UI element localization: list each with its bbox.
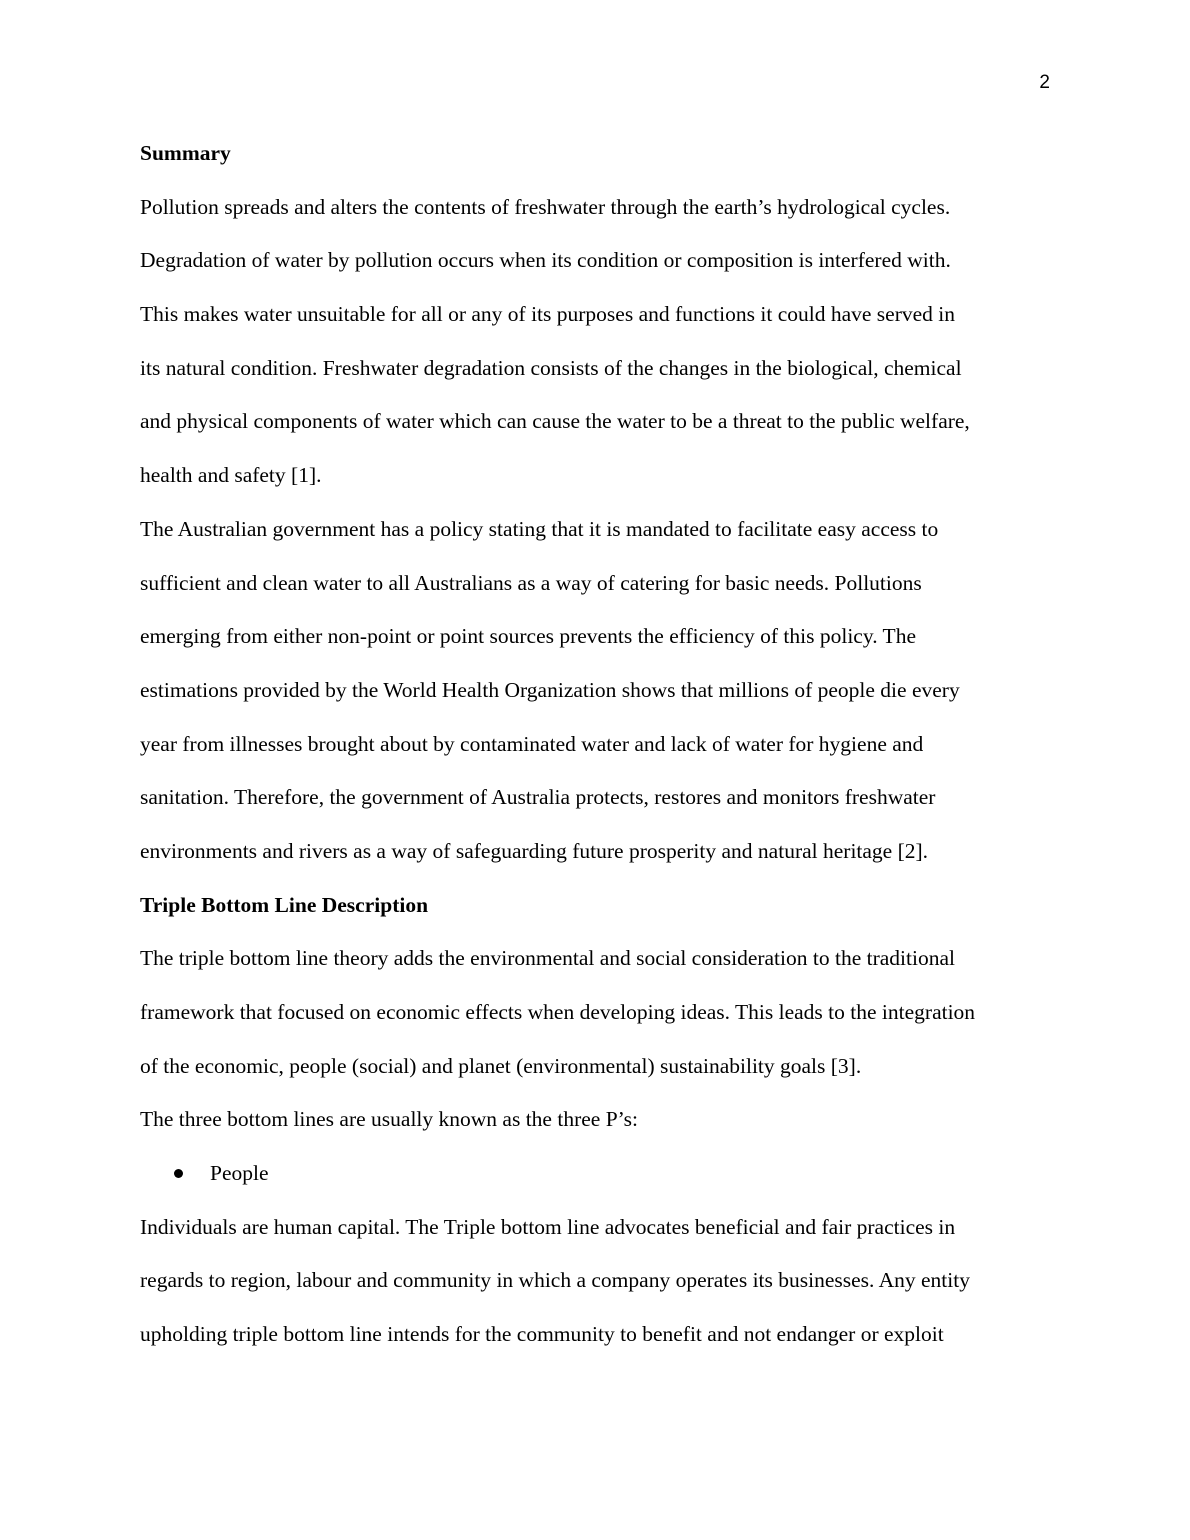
tbl-heading: Triple Bottom Line Description [140,892,429,917]
text-line: health and safety [1]. [140,463,322,488]
bullet-list-item [140,1147,1052,1201]
text-line: its natural condition. Freshwater degradation consists of the changes in the biological, chemical [140,355,962,380]
text-line: regards to region, labour and community in which a company operates its businesses. Any entity [140,1268,970,1293]
tbl-paragraph-1 [140,932,1052,1093]
text-line: Individuals are human capital. The Triple bottom line advocates beneficial and fair practices in [140,1214,956,1239]
bullet-label: People [210,1161,269,1186]
text-line: upholding triple bottom line intends for the community to benefit and not endanger or exploit [140,1322,944,1347]
text-line: emerging from either non-point or point sources prevents the efficiency of this policy. The [140,624,916,649]
bullet-icon [174,1169,183,1178]
summary-heading: Summary [140,141,231,165]
text-line: The triple bottom line theory adds the environmental and social consideration to the traditional [140,946,955,971]
summary-paragraph-1 [140,181,1052,503]
text-line: The Australian government has a policy stating that it is mandated to facilitate easy access to [140,516,939,541]
text-line: estimations provided by the World Health Organization shows that millions of people die every [140,677,960,702]
summary-paragraph-2 [140,503,1052,879]
text-line: framework that focused on economic effects when developing ideas. This leads to the integration [140,1000,976,1024]
text-line: sanitation. Therefore, the government of Australia protects, restores and monitors freshwater [140,785,936,810]
text-line: of the economic, people (social) and planet (environmental) sustainability goals [3]. [140,1053,862,1078]
text-line: Pollution spreads and alters the contents of freshwater through the earth’s hydrological cycles. [140,194,951,219]
document-body [140,127,1052,1362]
text-line: This makes water unsuitable for all or any of its purposes and functions it could have served in [140,302,956,327]
tbl-intro: The three bottom lines are usually known as the three P’s: [140,1107,638,1132]
text-line: sufficient and clean water to all Australians as a way of catering for basic needs. Pollutions [140,570,922,595]
page-number: 2 [1039,72,1050,93]
text-line: year from illnesses brought about by contaminated water and lack of water for hygiene and [140,731,924,756]
text-line: environments and rivers as a way of safeguarding future prosperity and natural heritage [2]. [140,838,929,863]
tbl-paragraph-2 [140,1201,1052,1362]
text-line: Degradation of water by pollution occurs when its condition or composition is interfered with. [140,248,951,273]
text-line: and physical components of water which can cause the water to be a threat to the public welfare, [140,409,970,434]
